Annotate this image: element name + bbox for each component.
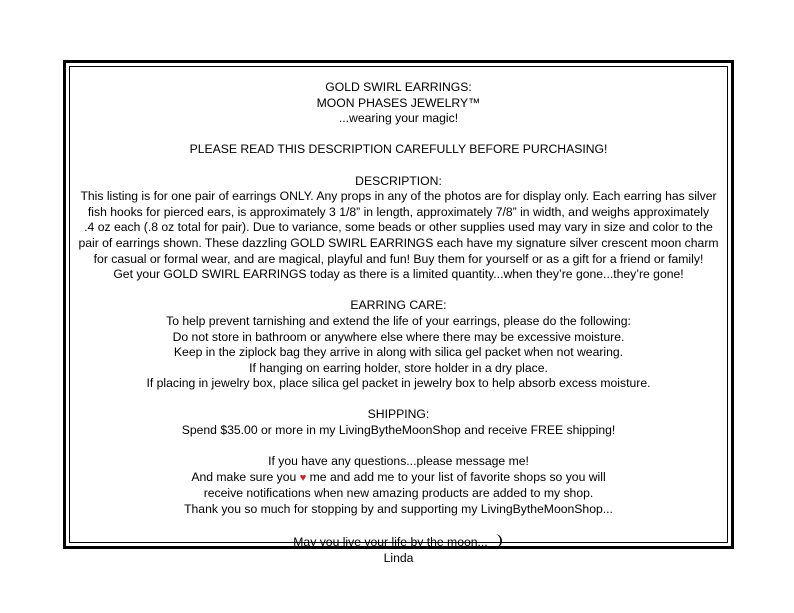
description-line: for casual or formal wear, and are magical, playful and fun! Buy them for yourself or as a gift for a friend or family! [93,251,704,266]
listing-description [66,80,731,566]
description-line: .4 oz each (.8 oz total for pair). Due to variance, some beads or other supplies used may vary in size and color to the [84,220,713,235]
signoff-wish-line [66,533,731,551]
care-line: To help prevent tarnishing and extend the life of your earrings, please do the following: [166,313,631,328]
care-heading: EARRING CARE: [350,298,447,313]
brand-name: MOON PHASES JEWELRY™ [316,95,481,110]
signoff-name: Linda [383,550,414,565]
care-line: If hanging on earring holder, store holder in a dry place. [249,360,548,375]
description-line: Get your GOLD SWIRL EARRINGS today as there is a limited quantity...when they’re gone...they’re gone! [113,267,684,282]
signoff-wish: May you live your life by the moon... [293,535,488,550]
care-line: Do not store in bathroom or anywhere else where there may be excessive moisture. [172,329,625,344]
outer-border-frame [63,60,734,565]
notifications-text: receive notifications when new amazing products are added to my shop. [203,486,594,501]
care-line: Keep in the ziplock bag they arrive in along with silica gel packet when not wearing. [173,345,624,360]
care-line: If placing in jewelry box, place silica gel packet in jewelry box to help absorb excess moisture. [146,376,651,391]
tagline: ...wearing your magic! [338,111,459,126]
shipping-heading: SHIPPING: [367,407,430,422]
shipping-text: Spend $35.00 or more in my LivingBytheMoonShop and receive FREE shipping! [181,423,616,438]
questions-text: If you have any questions...please message me! [268,454,529,469]
favorite-text-before: And make sure you [191,469,297,484]
favorite-text-after: me and add me to your list of favorite shops so you will [309,469,606,484]
heart-icon: ♥ [299,471,307,484]
description-line: fish hooks for pierced ears, is approximately 3 1/8” in length, approximately 7/8” in width, and weighs approximately [87,204,710,219]
crescent-moon-icon [490,533,504,549]
favorite-shop-line [66,470,731,487]
thanks-text: Thank you so much for stopping by and supporting my LivingBytheMoonShop... [184,502,613,517]
description-line: This listing is for one pair of earrings ONLY. Any props in any of the photos are for display only. Each earring has silver [80,189,717,204]
purchase-notice: PLEASE READ THIS DESCRIPTION CAREFULLY BEFORE PURCHASING! [189,142,608,157]
description-heading: DESCRIPTION: [355,173,442,188]
description-line: pair of earrings shown. These dazzling GOLD SWIRL EARRINGS each have my signature silver crescent moon charm [78,235,719,250]
product-title: GOLD SWIRL EARRINGS: [325,80,472,94]
